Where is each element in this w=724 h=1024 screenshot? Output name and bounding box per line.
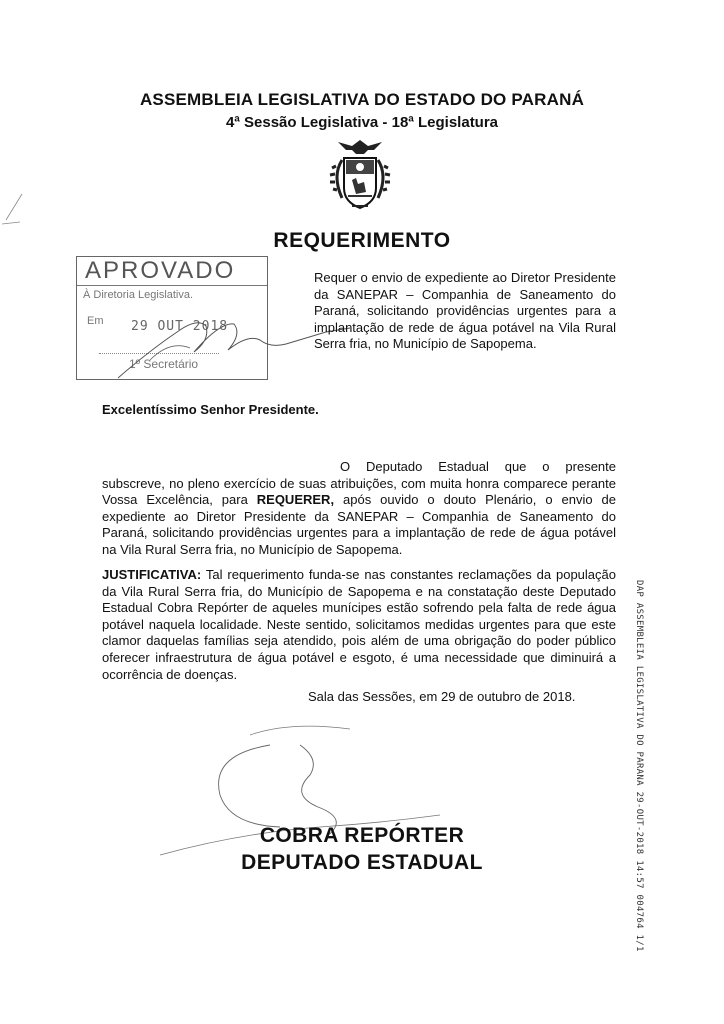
closing-place-date: Sala das Sessões, em 29 de outubro de 2018. xyxy=(308,689,576,704)
justification-text: Tal requerimento funda-se nas constantes reclamações da população da Vila Rural Serra fria, do Município de Sapopema e na constatação deste Deputado Estadual Cobra Repórter de aqueles munícipes estão sofrendo pela falta de rede água potável naquela localidade. Neste sentido, solicitamos medidas urgentes para que este clamor daquelas famílias seja atendido, pois além de uma obrigação do poder público oferecer infraestrutura de água potável e esgoto, é uma necessidade que diminuirá a ocorrência de doenças. xyxy=(102,567,616,682)
stamp-destination: À Diretoria Legislativa. xyxy=(83,289,194,301)
body-tail: após ouvido o douto Plenário, o envio de expediente ao Diretor Presidente da SANEPAR – Companhia de Saneamento do Paraná, solicitando providências urgentes para a implantação de rede de água potável na Vila Rural Serra fria, no Município de Sapopema. xyxy=(102,492,616,557)
document-title: REQUERIMENTO xyxy=(273,229,451,252)
body-request-keyword: REQUERER, xyxy=(256,492,335,508)
session-subheading: 4ª Sessão Legislativa - 18ª Legislatura xyxy=(225,114,499,131)
request-body xyxy=(102,459,616,559)
signatory-role: DEPUTADO ESTADUAL xyxy=(241,851,483,874)
stamp-divider xyxy=(77,285,267,286)
stamp-date-prefix: Em xyxy=(87,315,104,327)
protocol-stamp: DAP ASSEMBLEIA LEGISLATIVA DO PARANA 29-OUT-2018 14:57 004764 1/1 xyxy=(634,580,644,952)
request-summary: Requer o envio de expediente ao Diretor Presidente da SANEPAR – Companhia de Saneamento do Paraná, solicitando providências urgentes para a implantação de rede de água potável na Vila Rural Serra fria, no Município de Sapopema. xyxy=(314,270,616,351)
signatory-name: COBRA REPÓRTER xyxy=(259,824,465,847)
justification-label: JUSTIFICATIVA: xyxy=(102,567,202,582)
institution-heading: ASSEMBLEIA LEGISLATIVA DO ESTADO DO PARANÁ xyxy=(139,90,585,109)
stamp-date: 29 OUT 2018 xyxy=(131,319,229,334)
margin-mark xyxy=(0,190,30,230)
body-lead: O Deputado Estadual que o presente subscreve, no pleno exercício de suas atribuições, com muita honra comparece perante Vossa Excelência, para xyxy=(102,459,616,508)
justification-paragraph xyxy=(102,567,616,683)
parana-coat-of-arms xyxy=(322,136,398,216)
salutation: Excelentíssimo Senhor Presidente. xyxy=(102,402,319,417)
stamp-signer: 1º Secretário xyxy=(129,357,199,371)
stamp-title: APROVADO xyxy=(85,257,236,284)
